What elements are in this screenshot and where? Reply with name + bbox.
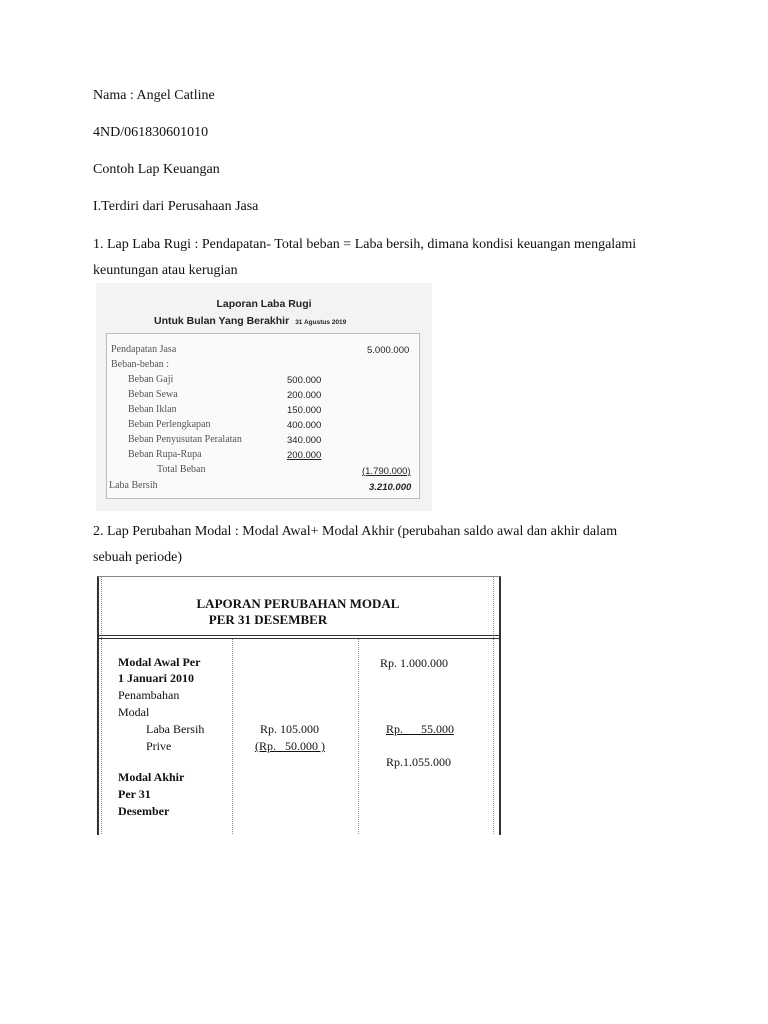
beban-item-label: Beban Rupa-Rupa — [128, 449, 202, 460]
penambahan-label: Penambahan — [118, 688, 180, 702]
laba-rugi-description: 1. Lap Laba Rugi : Pendapatan- Total beban = Laba bersih, dimana kondisi keuangan mengalami keuntungan atau kerugian — [93, 237, 637, 278]
student-name: Nama : Angel Catline — [93, 88, 215, 103]
laba-bersih-value: 3.210.000 — [369, 482, 412, 493]
beban-item-label: Beban Penyusutan Peralatan — [128, 434, 242, 445]
modal-akhir-label-2: Per 31 — [118, 787, 151, 801]
header-divider — [97, 638, 499, 639]
statement-subtitle — [154, 315, 346, 327]
header-divider — [97, 635, 499, 636]
modal-awal-value: Rp. 1.000.000 — [380, 656, 449, 670]
student-id: 4ND/061830601010 — [93, 125, 209, 140]
beban-item-label: Beban Iklan — [128, 404, 177, 415]
prive-value: (Rp. 50.000 ) — [255, 739, 325, 753]
modal-akhir-label-3: Desember — [118, 804, 170, 818]
section-heading: I.Terdiri dari Perusahaan Jasa — [93, 199, 259, 214]
pendapatan-label: Pendapatan Jasa — [111, 344, 177, 355]
laba-bersih-label: Laba Bersih — [146, 722, 205, 736]
column-divider — [358, 639, 359, 834]
beban-item-value: 400.000 — [287, 420, 322, 431]
penambahan-label-2: Modal — [118, 705, 150, 719]
statement-date: 31 Agustus 2019 — [295, 319, 347, 326]
modal-akhir-value: Rp.1.055.000 — [386, 755, 452, 769]
laba-rugi-statement — [96, 283, 432, 511]
laba-bersih-value: Rp. 105.000 — [260, 722, 320, 736]
beban-item-label: Beban Gaji — [128, 374, 174, 385]
modal-awal-date: 1 Januari 2010 — [118, 671, 195, 685]
subtitle-text: Untuk Bulan Yang Berakhir — [154, 315, 290, 327]
modal-akhir-label: Modal Akhir — [118, 770, 185, 784]
statement-body — [106, 333, 420, 499]
beban-label: Beban-beban : — [111, 359, 170, 370]
modal-awal-label: Modal Awal Per — [118, 655, 201, 669]
perubahan-modal-statement — [97, 576, 499, 834]
beban-item-value: 150.000 — [287, 405, 322, 416]
statement-title: LAPORAN PERUBAHAN MODAL — [196, 596, 400, 611]
perubahan-modal-description: 2. Lap Perubahan Modal : Modal Awal+ Modal Akhir (perubahan saldo awal dan akhir dalam sebuah periode) — [93, 524, 618, 565]
topic-title: Contoh Lap Keuangan — [93, 162, 220, 177]
beban-item-value: 500.000 — [287, 375, 322, 386]
beban-item-value: 200.000 — [287, 450, 322, 461]
column-divider — [493, 576, 494, 834]
beban-item-label: Beban Sewa — [128, 389, 178, 400]
total-beban-label: Total Beban — [157, 464, 206, 475]
statement-title: Laporan Laba Rugi — [216, 298, 312, 310]
net-value: Rp. 55.000 — [386, 722, 455, 736]
beban-item-value: 200.000 — [287, 390, 322, 401]
statement-subtitle: PER 31 DESEMBER — [208, 612, 328, 627]
beban-item-value: 340.000 — [287, 435, 322, 446]
pendapatan-value: 5.000.000 — [367, 345, 410, 356]
prive-label: Prive — [146, 739, 172, 753]
total-beban-value: (1.790.000) — [362, 466, 411, 477]
beban-item-label: Beban Perlengkapan — [128, 419, 211, 430]
column-divider — [232, 639, 233, 834]
laba-bersih-label: Laba Bersih — [109, 480, 158, 491]
